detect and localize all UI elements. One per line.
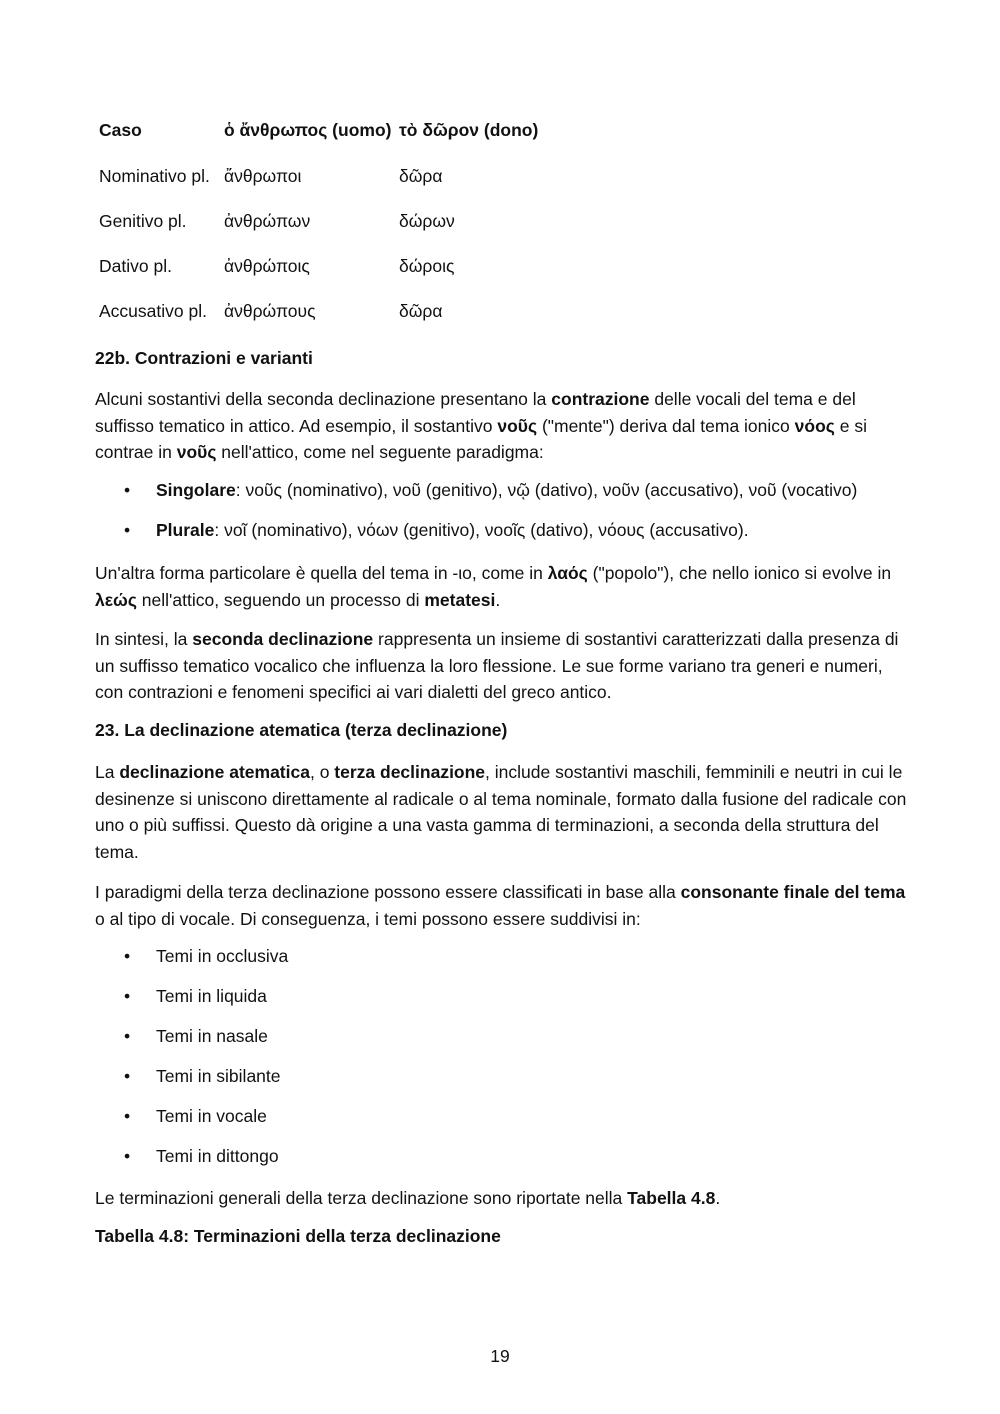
table-cell: ἀνθρώπους — [224, 301, 316, 321]
list-item: Temi in dittongo — [156, 1146, 279, 1166]
paragraph: I paradigmi della terza declinazione possono essere classificati in base alla consonante finale del tema o al tipo di vocale. Di conseguenza, i temi possono essere suddivisi in: — [95, 882, 906, 929]
section-heading-22b: 22b. Contrazioni e varianti — [95, 348, 313, 368]
table-header-cell: Caso — [99, 120, 142, 140]
table-cell: δώρων — [399, 211, 455, 231]
table-row — [99, 166, 538, 211]
table-cell: δώροις — [399, 256, 455, 276]
table-row — [99, 301, 538, 346]
list-item: Temi in liquida — [156, 986, 267, 1006]
list-item: Temi in occlusiva — [156, 946, 289, 966]
bullet-icon: • — [124, 520, 131, 540]
list-item: Temi in sibilante — [156, 1066, 281, 1086]
bullet-icon: • — [124, 986, 131, 1006]
table-cell: Nominativo pl. — [99, 166, 210, 186]
paragraph: La declinazione atematica, o terza declinazione, include sostantivi maschili, femminili e neutri in cui le desinenze si uniscono direttamente al radicale o al tema nominale, formato dalla fusione del radicale con uno o più suffissi. Questo dà origine a una vasta gamma di terminazioni, a seconda della struttura del tema. — [95, 762, 907, 863]
bullet-icon: • — [124, 946, 131, 966]
table-cell: Dativo pl. — [99, 256, 172, 276]
table-cell: δῶρα — [399, 301, 443, 321]
bullet-icon: • — [124, 480, 131, 500]
table-cell: ἄνθρωποι — [224, 166, 302, 186]
paragraph: In sintesi, la seconda declinazione rappresenta un insieme di sostantivi caratterizzati dalla presenza di un suffisso tematico vocalico che influenza la loro flessione. Le sue forme variano tra generi e numeri, con contrazioni e fenomeni specifici ai vari dialetti del greco antico. — [95, 629, 899, 703]
bullet-icon: • — [124, 1106, 131, 1126]
bullet-icon: • — [124, 1066, 131, 1086]
table-row — [99, 211, 538, 256]
table-cell: Genitivo pl. — [99, 211, 187, 231]
table-cell: ἀνθρώπων — [224, 211, 311, 231]
table-row — [99, 256, 538, 301]
table-cell: δῶρα — [399, 166, 443, 186]
table-cell: ἀνθρώποις — [224, 256, 310, 276]
bullet-icon: • — [124, 1026, 131, 1046]
paragraph: Alcuni sostantivi della seconda declinazione presentano la contrazione delle vocali del tema e del suffisso tematico in attico. Ad esempio, il sostantivo νοῦς ("mente") deriva dal tema ionico νόος e si contrae in νοῦς nell'attico, come nel seguente paradigma: — [95, 389, 867, 463]
table-header-cell: ὁ ἄνθρωπος (uomo) — [224, 120, 392, 140]
bullet-icon: • — [124, 1146, 131, 1166]
paragraph: Un'altra forma particolare è quella del tema in -ιο, come in λαός ("popolo"), che nello ionico si evolve in λεώς nell'attico, seguendo un processo di metatesi. — [95, 563, 892, 610]
table-header-row — [99, 120, 538, 166]
paragraph: Le terminazioni generali della terza declinazione sono riportate nella Tabella 4.8. — [95, 1188, 721, 1208]
table-cell: Accusativo pl. — [99, 301, 207, 321]
page-number: 19 — [490, 1346, 510, 1366]
list-item: Plurale: νοῖ (nominativo), νόων (genitivo), νοοῖς (dativo), νόους (accusativo). — [156, 520, 749, 540]
list-item: Temi in nasale — [156, 1026, 268, 1046]
list-item: Temi in vocale — [156, 1106, 267, 1126]
table-header-cell: τὸ δῶρον (dono) — [399, 120, 539, 140]
section-heading-23: 23. La declinazione atematica (terza declinazione) — [95, 720, 508, 740]
list-item: Singolare: νοῦς (nominativo), νοῦ (genitivo), νῷ (dativo), νοῦν (accusativo), νοῦ (vocativo) — [156, 480, 858, 500]
declension-table — [99, 120, 538, 346]
table-caption: Tabella 4.8: Terminazioni della terza declinazione — [95, 1226, 501, 1246]
